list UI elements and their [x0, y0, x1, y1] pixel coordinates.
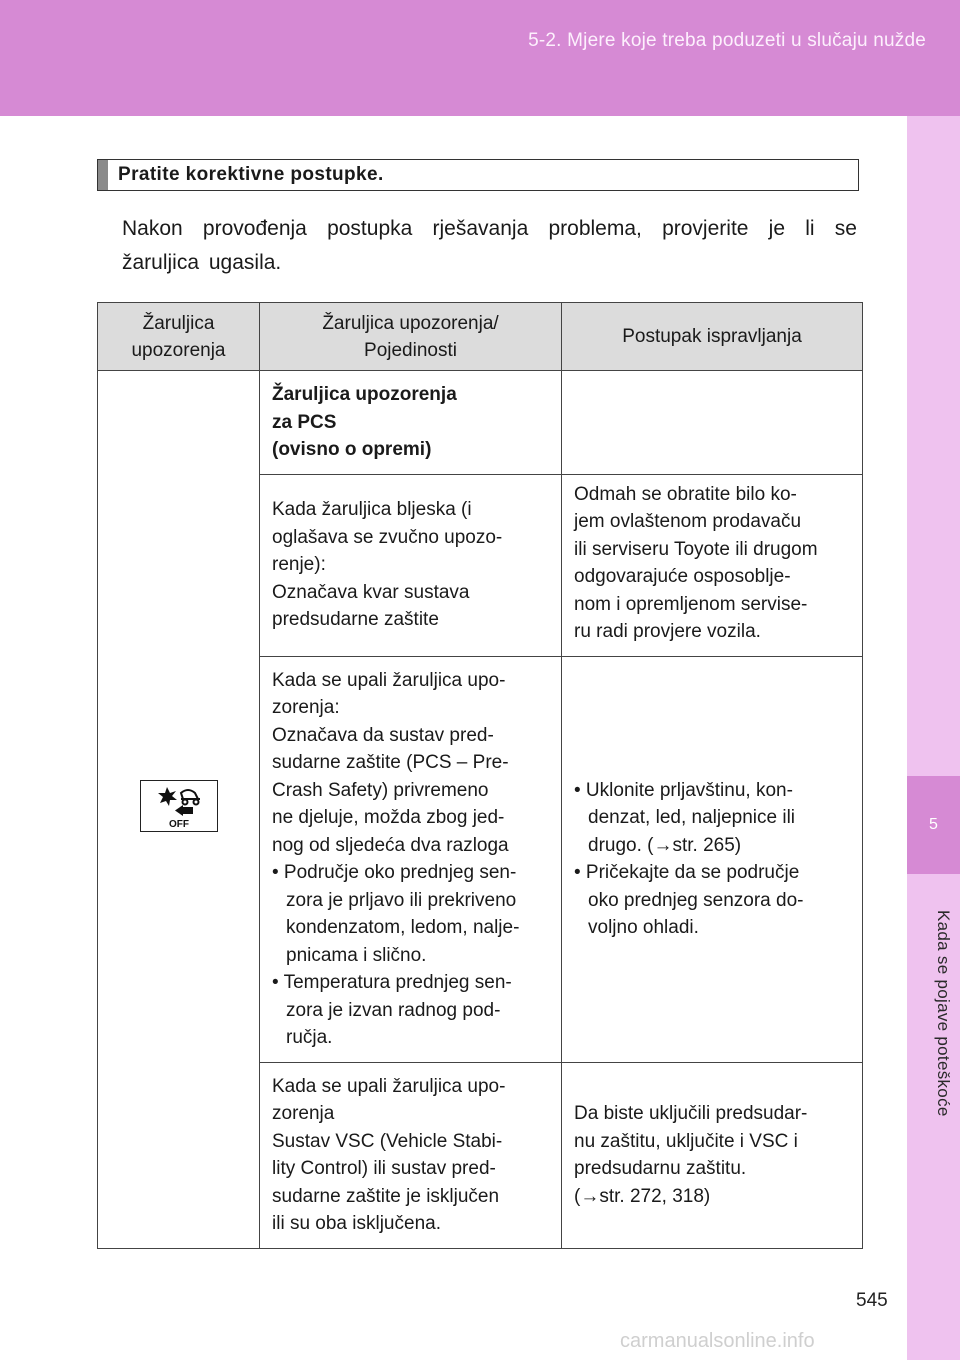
header-details: Žaruljica upozorenja/ Pojedinosti	[260, 303, 562, 371]
warning-light-table	[97, 302, 863, 1249]
chapter-title: 5-2. Mjere koje treba poduzeti u slučaju nužde	[528, 30, 926, 51]
section-heading	[97, 159, 859, 191]
empty-action-cell	[562, 371, 863, 475]
action-cell: Da biste uključili predsudar- nu zaštitu, uključite i VSC i predsudarnu zaštitu. (→str. 272, 318)	[562, 1062, 863, 1248]
detail-cell: Kada žaruljica bljeska (i oglašava se zvučno upozo- renje): Označava kvar sustava predsudarne zaštite	[260, 474, 562, 656]
chapter-side-label: Kada se pojave poteškoće	[934, 909, 953, 1117]
intro-paragraph: Nakon provođenja postupka rješavanja problema, provjerite je li se žaruljica ugasila.	[122, 217, 857, 274]
detail-bullet: • Područje oko prednjeg sen- zora je prljavo ili prekriveno kondenzatom, ledom, nalje- pnicama i slično.	[272, 862, 520, 966]
action-cell	[562, 656, 863, 1062]
heading-bar	[98, 160, 108, 190]
pcs-title-line: Žaruljica upozorenja	[272, 384, 457, 405]
header-corrective-action: Postupak ispravljanja	[562, 303, 863, 371]
page-number: 545	[856, 1290, 888, 1311]
detail-bullet: • Temperatura prednjeg sen- zora je izvan radnog pod- ručja.	[272, 972, 512, 1048]
header-band	[0, 0, 960, 116]
table-header-row	[98, 303, 863, 371]
header-warning-light: Žaruljica upozorenja	[98, 303, 260, 371]
watermark: carmanualsonline.info	[620, 1330, 815, 1352]
pcs-title-line: za PCS	[272, 411, 337, 433]
pcs-off-icon	[140, 780, 218, 832]
svg-text:OFF: OFF	[168, 818, 189, 830]
chapter-number-tab[interactable]: 5	[907, 776, 960, 874]
action-bullet: • Pričekajte da se područje oko prednjeg senzora do- voljno ohladi.	[574, 862, 804, 938]
pcs-title-line: (ovisno o opremi)	[272, 439, 432, 460]
icon-cell	[98, 371, 260, 1249]
pcs-title-cell	[260, 371, 562, 475]
detail-cell: Kada se upali žaruljica upo- zorenja Sustav VSC (Vehicle Stabi- lity Control) ili sustav pred- sudarne zaštite je isključen ili su oba isključena.	[260, 1062, 562, 1248]
action-bullet: • Uklonite prljavštinu, kon- denzat, led, naljepnice ili drugo. (→str. 265)	[574, 779, 796, 856]
side-strip	[907, 116, 960, 1360]
action-cell: Odmah se obratite bilo ko- jem ovlaštenom prodavaču ili serviseru Toyote ili drugom odgovarajuće osposoblje- nom i opremljenom servise- ru radi provjere vozila.	[562, 474, 863, 656]
table-row	[98, 371, 863, 475]
detail-cell: Kada se upali žaruljica upo- zorenja: Označava da sustav pred- sudarne zaštite (PCS – Pre- Crash Safety) privremeno ne djeluje, možda zbog jed- nog od sljedeća dva razloga • Područje oko prednjeg sen- zora je prljavo ili prekriveno kondenzatom, ledom, nalje- pnicama i slično. • Temperatura prednjeg sen- zora je izvan radnog pod- ručja.	[260, 656, 562, 1062]
section-heading-text: Pratite korektivne postupke.	[118, 164, 384, 185]
